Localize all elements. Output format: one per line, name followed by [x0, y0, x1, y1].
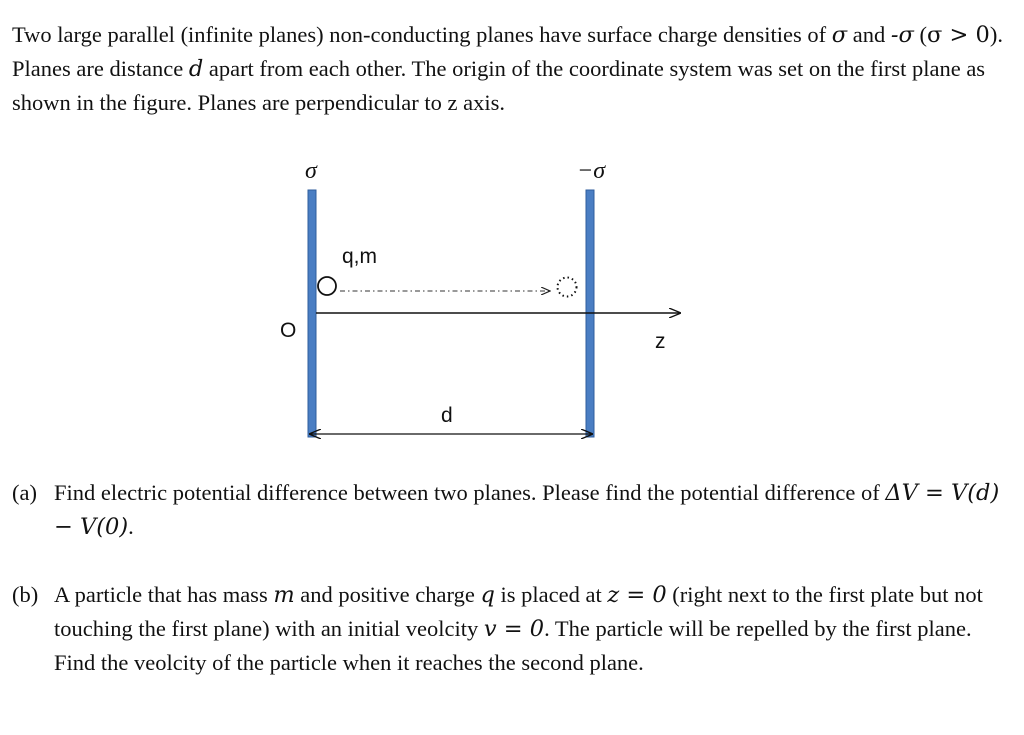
- question-b-body: [54, 578, 1012, 680]
- question-b-label: (b): [12, 582, 39, 607]
- position-condition: z = 0: [607, 582, 667, 608]
- label-sigma-right: −σ: [577, 158, 606, 184]
- intro-text-5: apart from each other. The origin of the coordinate system was set on the first plane as shown in the figure. Planes are perpendicular to z axis.: [12, 56, 986, 115]
- sigma-condition: σ > 0: [927, 22, 990, 48]
- intro-text-4: ). Planes are distance: [12, 22, 1003, 81]
- left-plate: [308, 190, 316, 437]
- neg-sigma-symbol: -σ: [890, 22, 914, 48]
- label-distance: d: [441, 404, 453, 427]
- question-a-formula: ΔV = V(d) − V(0): [54, 480, 1000, 540]
- question-a: [12, 476, 1012, 544]
- question-b-text-1: A particle that has mass: [54, 582, 274, 607]
- question-a-label: (a): [12, 480, 37, 505]
- intro-text-2: and: [847, 22, 891, 47]
- question-b: [12, 578, 1012, 680]
- question-b-text-4: (right next to the first plate but not touching the first plane) with an initial veolcity: [54, 582, 983, 641]
- question-a-end: .: [128, 514, 134, 539]
- label-sigma-left: σ: [305, 158, 317, 184]
- label-particle: q,m: [342, 245, 378, 268]
- question-b-text-2: and positive charge: [294, 582, 481, 607]
- charge-symbol: q: [480, 582, 495, 608]
- question-b-text-3: is placed at: [494, 582, 608, 607]
- sigma-symbol: σ: [831, 22, 848, 48]
- label-z-axis: z: [655, 330, 666, 353]
- question-a-text: Find electric potential difference between two planes. Please find the potential difference of: [54, 480, 886, 505]
- mass-symbol: m: [273, 582, 295, 608]
- intro-text-3: (: [913, 22, 927, 47]
- particle-end-icon: [558, 278, 577, 297]
- question-a-body: [54, 476, 1012, 544]
- velocity-condition: v = 0: [483, 616, 545, 642]
- particle-start-icon: [318, 277, 336, 295]
- distance-symbol: d: [188, 56, 204, 82]
- question-b-text-5: . The particle will be repelled by the first plane. Find the veolcity of the particle when it reaches the second plane.: [54, 616, 972, 675]
- label-origin: O: [280, 319, 297, 342]
- intro-text-1: Two large parallel (infinite planes) non-conducting planes have surface charge densities of: [12, 22, 832, 47]
